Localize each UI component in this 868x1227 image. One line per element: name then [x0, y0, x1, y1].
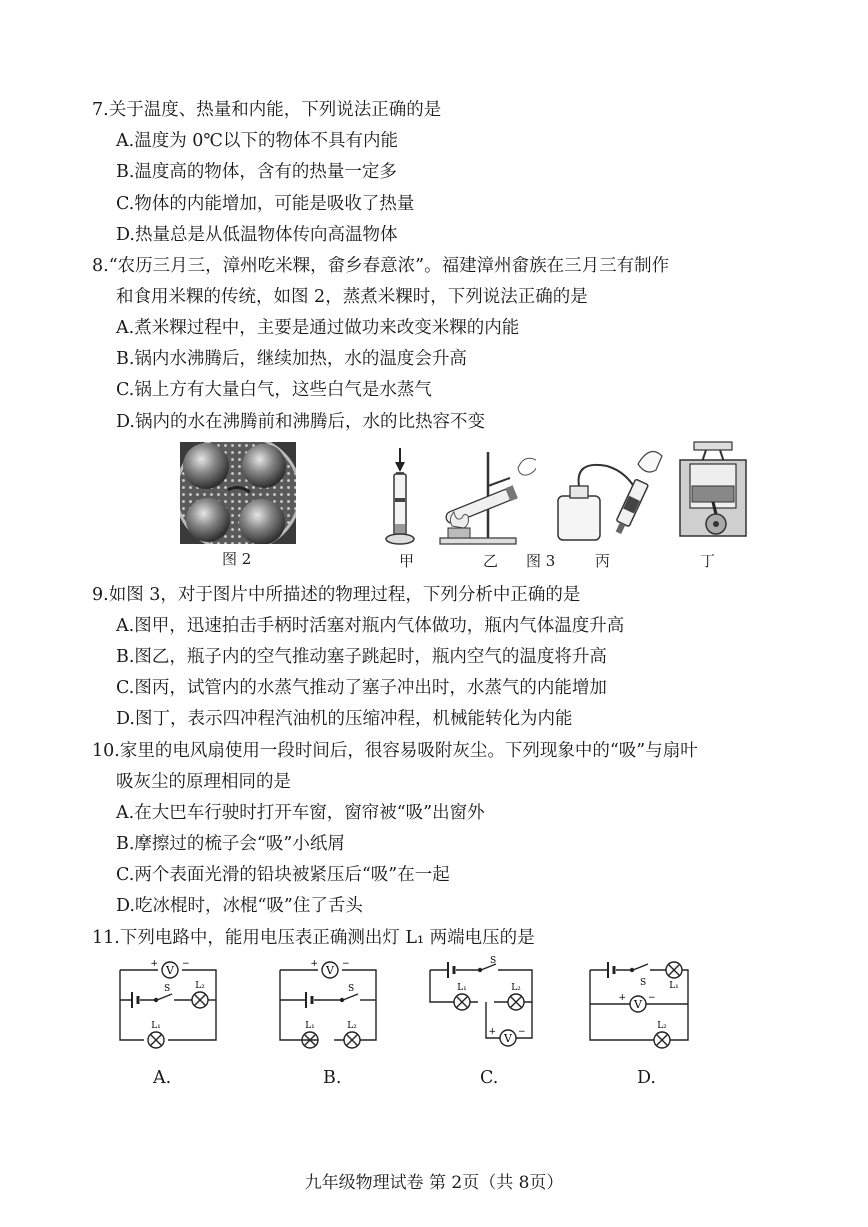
- q10-stem-line1: 10.家里的电风扇使用一段时间后，很容易吸附灰尘。下列现象中的“吸”与扇叶: [92, 741, 698, 761]
- figure-3-caption: 图 3: [526, 552, 556, 570]
- circuit-d-lamp-l2-label: L₂: [657, 1021, 667, 1031]
- figure-3-yi-test-tube: [430, 446, 536, 548]
- figure-3-label-jia: 甲: [399, 552, 415, 570]
- figure-3-label-yi: 乙: [483, 552, 499, 570]
- q9-option-d: D.图丁，表示四冲程汽油机的压缩冲程，机械能转化为内能: [116, 709, 573, 729]
- circuit-b-voltmeter-plus: +: [310, 959, 318, 969]
- figure-3-label-bing: 丙: [595, 552, 611, 570]
- circuit-c-switch-label: S: [490, 956, 497, 966]
- circuit-a-lamp-l1-label: L₁: [151, 1021, 161, 1031]
- q8-option-c: C.锅上方有大量白气，这些白气是水蒸气: [116, 380, 432, 400]
- figure-3-bing-bottle-pump: [556, 446, 668, 548]
- q10-option-d: D.吃冰棍时，冰棍“吸”住了舌头: [116, 896, 363, 916]
- figure-2-photo: [180, 442, 296, 544]
- circuit-c-lamp-l1-label: L₁: [457, 983, 467, 993]
- q9-option-b: B.图乙，瓶子内的空气推动塞子跳起时，瓶内空气的温度将升高: [116, 647, 607, 667]
- circuit-b-lamp-l1-label: L₁: [305, 1021, 315, 1031]
- figure-2-caption: 图 2: [222, 550, 252, 568]
- circuit-b-label: B.: [323, 1068, 342, 1088]
- figure-3-jia-fire-syringe: [382, 446, 418, 548]
- q10-option-a: A.在大巴车行驶时打开车窗，窗帘被“吸”出窗外: [116, 803, 485, 823]
- circuit-c-lamp-l2-label: L₂: [511, 983, 521, 993]
- q10-option-c: C.两个表面光滑的铅块被紧压后“吸”在一起: [116, 865, 450, 885]
- circuit-c-voltmeter-plus: +: [488, 1027, 496, 1037]
- circuit-d-voltmeter-symbol: V: [634, 998, 642, 1011]
- circuit-c-voltmeter-minus: −: [518, 1027, 526, 1037]
- circuit-b-diagram: [272, 954, 384, 1054]
- circuit-b-voltmeter-symbol: V: [326, 964, 334, 977]
- circuit-a-label: A.: [153, 1068, 172, 1088]
- page-footer: 九年级物理试卷 第 2页（共 8页）: [304, 1173, 564, 1193]
- circuit-c-label: C.: [480, 1068, 499, 1088]
- q8-stem-line2: 和食用米粿的传统，如图 2，蒸煮米粿时，下列说法正确的是: [116, 287, 588, 307]
- q11-stem: 11.下列电路中，能用电压表正确测出灯 L₁ 两端电压的是: [92, 928, 535, 948]
- circuit-a-diagram: [112, 954, 224, 1054]
- circuit-b-lamp-l2-label: L₂: [347, 1021, 357, 1031]
- q7-option-b: B.温度高的物体，含有的热量一定多: [116, 162, 397, 182]
- circuit-a-lamp-l2-label: L₂: [195, 981, 205, 991]
- q10-stem-line2: 吸灰尘的原理相同的是: [116, 772, 291, 792]
- q9-option-c: C.图丙，试管内的水蒸气推动了塞子冲出时，水蒸气的内能增加: [116, 678, 607, 698]
- circuit-a-voltmeter-symbol: V: [166, 964, 174, 977]
- circuit-b-voltmeter-minus: −: [342, 959, 350, 969]
- circuit-a-voltmeter-plus: +: [150, 959, 158, 969]
- q7-option-c: C.物体的内能增加，可能是吸收了热量: [116, 194, 415, 214]
- q10-option-b: B.摩擦过的梳子会“吸”小纸屑: [116, 834, 345, 854]
- circuit-a-switch-label: S: [164, 984, 171, 994]
- q9-stem: 9.如图 3，对于图片中所描述的物理过程，下列分析中正确的是: [92, 585, 581, 605]
- q7-option-d: D.热量总是从低温物体传向高温物体: [116, 225, 398, 245]
- circuit-d-voltmeter-minus: −: [648, 993, 656, 1003]
- q8-option-b: B.锅内水沸腾后，继续加热，水的温度会升高: [116, 349, 467, 369]
- circuit-d-switch-label: S: [640, 978, 647, 988]
- q9-option-a: A.图甲，迅速拍击手柄时活塞对瓶内气体做功，瓶内气体温度升高: [116, 616, 625, 636]
- circuit-d-lamp-l1-label: L₁: [669, 981, 679, 991]
- q7-stem: 7.关于温度、热量和内能，下列说法正确的是: [92, 100, 442, 120]
- circuit-d-voltmeter-plus: +: [618, 993, 626, 1003]
- circuit-a-voltmeter-minus: −: [182, 959, 190, 969]
- circuit-d-label: D.: [637, 1068, 656, 1088]
- circuit-d-diagram: [582, 954, 694, 1054]
- circuit-b-switch-label: S: [348, 984, 355, 994]
- q8-stem-line1: 8.“农历三月三，漳州吃米粿，畲乡春意浓”。福建漳州畲族在三月三有制作: [92, 256, 670, 276]
- q8-option-a: A.煮米粿过程中，主要是通过做功来改变米粿的内能: [116, 318, 520, 338]
- q8-option-d: D.锅内的水在沸腾前和沸腾后，水的比热容不变: [116, 412, 485, 432]
- q7-option-a: A.温度为 0℃以下的物体不具有内能: [116, 131, 398, 151]
- figure-3-label-ding: 丁: [700, 552, 716, 570]
- circuit-c-diagram: [424, 954, 538, 1054]
- figure-3-ding-engine: [674, 440, 752, 548]
- circuit-c-voltmeter-symbol: V: [504, 1032, 512, 1045]
